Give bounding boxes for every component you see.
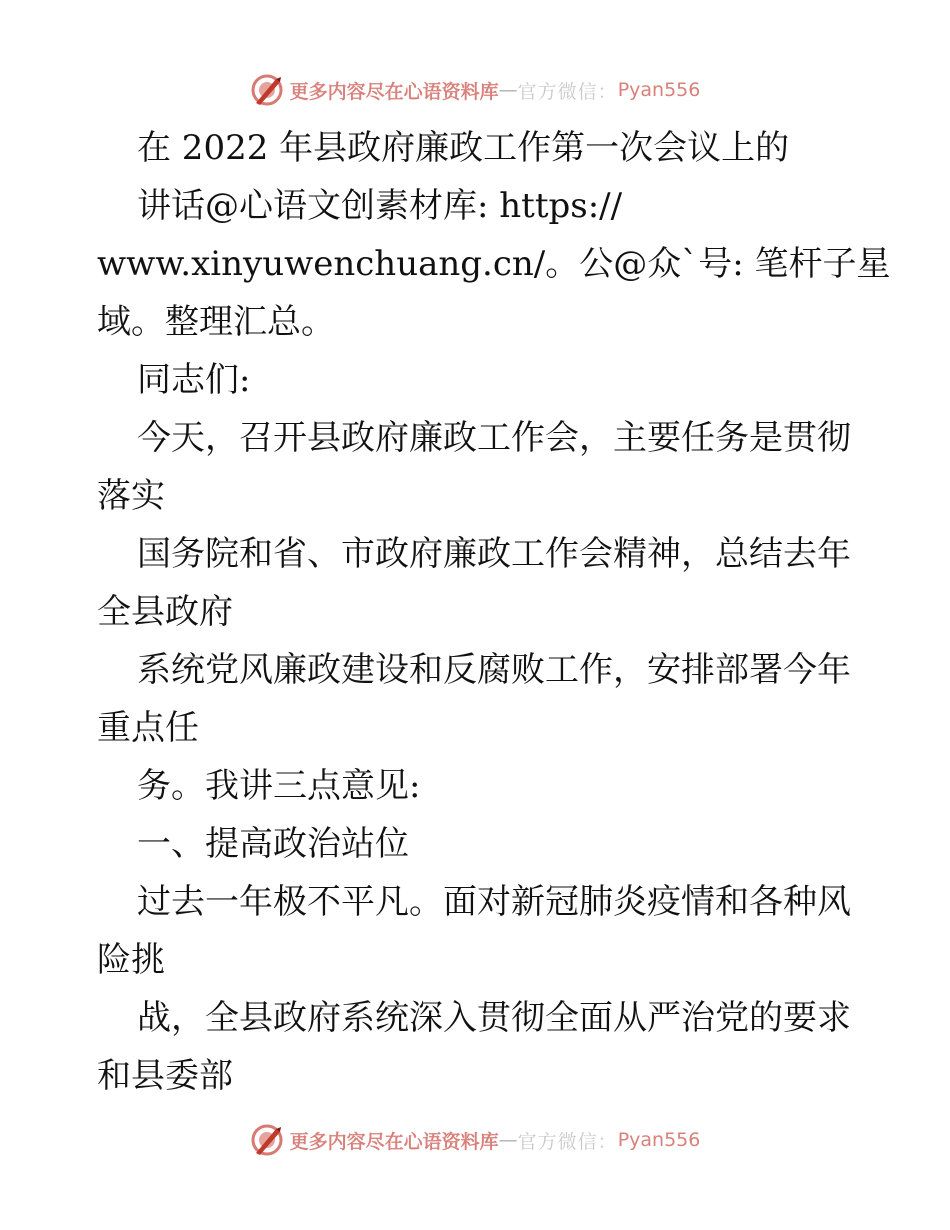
paragraph-line: 务。我讲三点意见: [137,766,421,806]
title-line-4: 域。整理汇总。 [97,302,335,342]
watermark-banner-bottom [0,1120,950,1160]
watermark-main-text: 更多内容尽在心语资料库 [289,80,499,103]
paragraph-line: 过去一年极不平凡。面对新冠肺炎疫情和各种风 [137,882,851,922]
paragraph-line: 国务院和省、市政府廉政工作会精神，总结去年 [137,534,851,574]
salutation: 同志们: [137,360,251,400]
watermark-main-text: 更多内容尽在心语资料库 [289,1130,499,1153]
section-heading: 一、提高政治站位 [137,824,409,864]
paragraph-line: 险挑 [97,940,165,980]
paragraph-line: 战，全县政府系统深入贯彻全面从严治党的要求 [137,998,851,1038]
paragraph-line: 和县委部 [97,1056,233,1096]
paragraph-line: 落实 [97,476,165,516]
watermark-wechat-id: Pyan556 [617,79,701,101]
watermark-wechat-label: 官方微信： [517,80,618,103]
document-body [97,119,891,1105]
title-line-2: 讲话@心语文创素材库: https:// [137,186,623,226]
watermark-separator: — [498,79,518,101]
watermark-wechat-id: Pyan556 [617,1129,701,1151]
paragraph-line: 全县政府 [97,592,233,632]
title-line-3: www.xinyuwenchuang.cn/。公@众`号: 笔杆子星 [97,244,891,284]
pen-logo-icon [250,1123,284,1157]
pen-logo-icon [250,73,284,107]
title-line-1: 在 2022 年县政府廉政工作第一次会议上的 [137,128,790,168]
paragraph-line: 系统党风廉政建设和反腐败工作，安排部署今年 [137,650,851,690]
watermark-wechat-label: 官方微信： [517,1130,618,1153]
paragraph-line: 重点任 [97,708,199,748]
watermark-banner-top [0,70,950,110]
paragraph-line: 今天，召开县政府廉政工作会，主要任务是贯彻 [137,418,851,458]
watermark-separator: — [498,1129,518,1151]
